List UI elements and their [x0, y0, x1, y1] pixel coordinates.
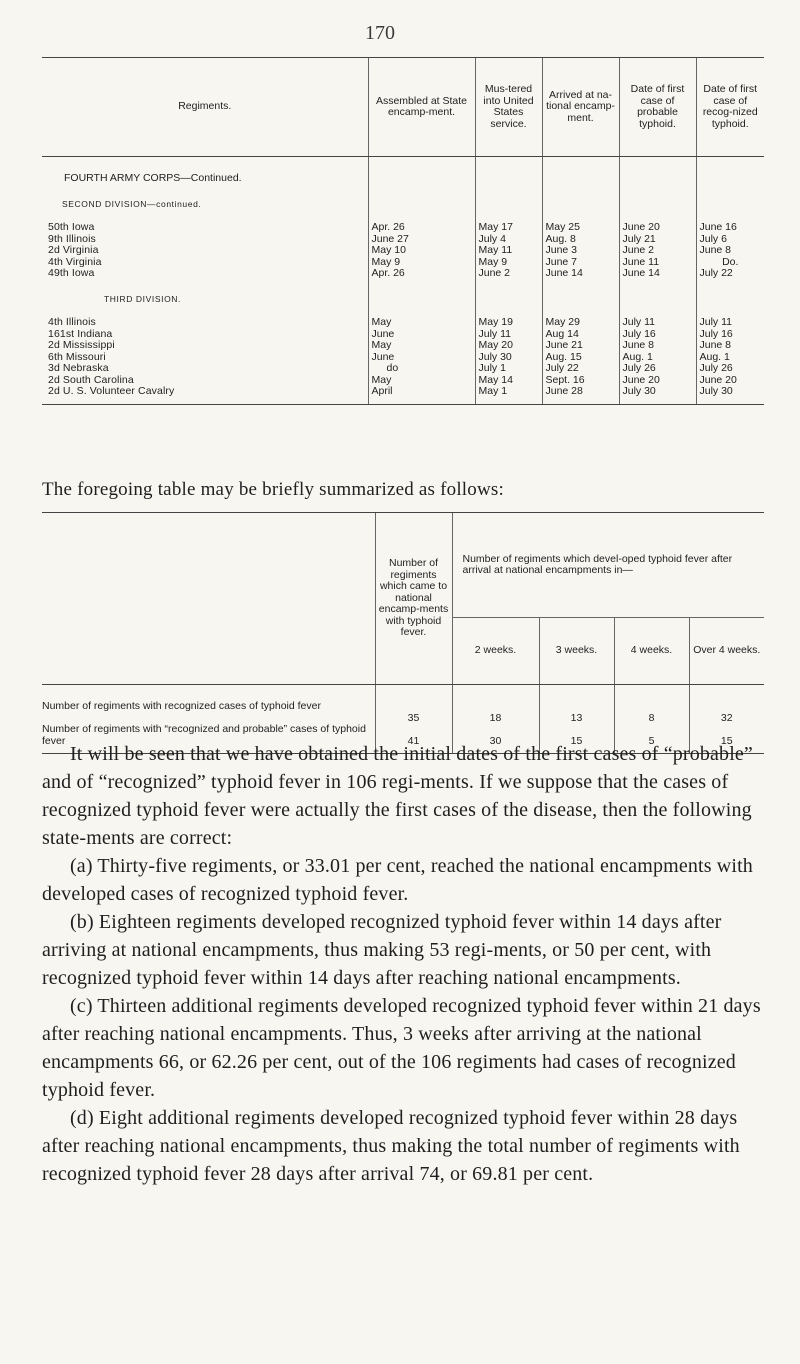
regiment-name: 6th Missouri	[48, 351, 106, 363]
arrived-date: Aug 14	[542, 329, 619, 341]
assembled-date: June	[368, 352, 475, 364]
recognized-date: Aug. 1	[696, 352, 764, 364]
recognized-date: July 6	[696, 234, 764, 246]
regiment-name: 2d Virginia	[48, 245, 99, 256]
page-number: 170	[365, 22, 395, 44]
arrived-date: Aug. 8	[542, 234, 619, 246]
assembled-date: Apr. 26	[368, 210, 475, 234]
assembled-date: May 9	[368, 257, 475, 269]
col-header-assembled: Assembled at State encamp-ment.	[368, 58, 475, 157]
regiments-dates-table	[42, 57, 764, 405]
summary-value: 8	[614, 685, 689, 725]
section-title: FOURTH ARMY CORPS—Continued.	[64, 172, 242, 184]
probable-date: June 8	[619, 340, 696, 352]
arrived-date: June 28	[542, 386, 619, 404]
division-title: THIRD DIVISION.	[104, 293, 182, 304]
probable-date: July 30	[619, 386, 696, 404]
table-row	[42, 305, 764, 329]
recognized-date: July 22	[696, 268, 764, 280]
paragraph-c: (c) Thirteen additional regiments developed recognized typhoid fever within 21 days after reaching national encampments. Thus, 3 weeks after arriving at the national encampments 66, or 62.26 per cent, out of the 106 regiments had cases of recognized typhoid fever.	[42, 995, 761, 1101]
regiment-name: 49th Iowa	[48, 268, 95, 279]
probable-date: June 11	[619, 257, 696, 269]
arrived-date: May 29	[542, 305, 619, 329]
paragraph-intro: It will be seen that we have obtained the initial dates of the first cases of “probable” and of “recognized” typhoid fever in 106 regi-ments. If we suppose that the cases of recognized typhoid fever were actually the first cases of the disease, then the following state-ments are correct:	[42, 743, 753, 849]
recognized-date: Do.	[696, 257, 764, 269]
table-row	[42, 352, 764, 364]
regiment-name: 9th Illinois	[48, 233, 96, 245]
recognized-date: July 26	[696, 363, 764, 375]
assembled-date: May	[368, 375, 475, 387]
table-row	[42, 257, 764, 269]
arrived-date: June 14	[542, 268, 619, 280]
mustered-date: May 1	[475, 386, 542, 404]
assembled-date: Apr. 26	[368, 268, 475, 280]
summary-value: 5	[614, 724, 689, 754]
arrived-date: June 7	[542, 257, 619, 269]
summary-value: 18	[452, 685, 539, 725]
mustered-date: May 20	[475, 340, 542, 352]
table-row	[42, 386, 764, 404]
arrived-date: Sept. 16	[542, 375, 619, 387]
probable-date: July 21	[619, 234, 696, 246]
mustered-date: July 4	[475, 234, 542, 246]
table-row	[42, 234, 764, 246]
division-title: SECOND DIVISION—continued.	[62, 198, 202, 209]
probable-date: Aug. 1	[619, 352, 696, 364]
recognized-date: June 16	[696, 210, 764, 234]
summary-heading: The foregoing table may be briefly summarized as follows:	[42, 479, 504, 500]
table-row	[42, 268, 764, 280]
assembled-date: May	[368, 340, 475, 352]
summary-value: 30	[452, 724, 539, 754]
summary-value: 13	[539, 685, 614, 725]
arrived-date: July 22	[542, 363, 619, 375]
regiment-name: 4th Virginia	[48, 256, 102, 268]
recognized-date: June 8	[696, 245, 764, 257]
paragraph-b: (b) Eighteen regiments developed recognized typhoid fever within 14 days after arriving at national encampments, thus making 53 regi-ments, or 50 per cent, with recognized typhoid fever within 14 days after reaching national encampments.	[42, 911, 722, 989]
summary-value: 15	[539, 724, 614, 754]
assembled-date: June	[368, 329, 475, 341]
summary-value: 15	[689, 724, 764, 754]
division-row	[42, 280, 764, 306]
period-header: 2 weeks.	[452, 618, 539, 685]
period-header: Over 4 weeks.	[689, 618, 764, 685]
assembled-date: May	[368, 305, 475, 329]
recognized-date: June 20	[696, 375, 764, 387]
assembled-date: May 10	[368, 245, 475, 257]
table-row	[42, 375, 764, 387]
recognized-date: June 8	[696, 340, 764, 352]
paragraph-d: (d) Eight additional regiments developed recognized typhoid fever within 28 days after reaching national encampments, thus making the total number of regiments with recognized typhoid fever 28 days after arrival 74, or 69.81 per cent.	[42, 1107, 740, 1185]
table1-header-row	[42, 58, 764, 157]
mustered-date: May 19	[475, 305, 542, 329]
paragraph-a: (a) Thirty-five regiments, or 33.01 per cent, reached the national encampments with developed cases of recognized typhoid fever.	[42, 855, 753, 905]
table-row	[42, 245, 764, 257]
mustered-date: May 9	[475, 257, 542, 269]
arrived-date: June 3	[542, 245, 619, 257]
summary-row-label: Number of regiments with recognized cases of typhoid fever	[42, 700, 321, 712]
table-row	[42, 363, 764, 375]
arrived-date: Aug. 15	[542, 352, 619, 364]
mustered-date: May 11	[475, 245, 542, 257]
period-header: 4 weeks.	[614, 618, 689, 685]
summary-row-label: Number of regiments with “recognized and probable” cases of typhoid fever	[42, 724, 375, 754]
period-header: 3 weeks.	[539, 618, 614, 685]
assembled-date: June 27	[368, 234, 475, 246]
summary-stub-header	[42, 513, 375, 685]
mustered-date: May 17	[475, 210, 542, 234]
body-text	[42, 740, 770, 1188]
assembled-date: do	[368, 363, 475, 375]
summary-value: 32	[689, 685, 764, 725]
arrived-date: May 25	[542, 210, 619, 234]
probable-date: July 11	[619, 305, 696, 329]
table-row	[42, 340, 764, 352]
regiment-name: 2d South Carolina	[48, 374, 134, 386]
table-row	[42, 329, 764, 341]
probable-date: July 26	[619, 363, 696, 375]
table-row	[42, 685, 764, 725]
recognized-date: July 11	[696, 305, 764, 329]
mustered-date: July 1	[475, 363, 542, 375]
arrived-date: June 21	[542, 340, 619, 352]
section-row	[42, 157, 764, 185]
regiment-name: 50th Iowa	[48, 221, 95, 233]
summary-table	[42, 512, 764, 754]
division-row	[42, 185, 764, 211]
mustered-date: May 14	[475, 375, 542, 387]
mustered-date: July 30	[475, 352, 542, 364]
mustered-date: June 2	[475, 268, 542, 280]
probable-date: June 2	[619, 245, 696, 257]
summary-value: 41	[375, 724, 452, 754]
assembled-date: April	[368, 386, 475, 404]
regiment-name: 2d U. S. Volunteer Cavalry	[42, 386, 368, 404]
col-header-regiments: Regiments.	[42, 58, 368, 157]
col-header-mustered: Mus-tered into United States service.	[475, 58, 542, 157]
col-header-recognized: Date of first case of recog-nized typhoid.	[696, 58, 764, 157]
regiment-name: 4th Illinois	[48, 316, 96, 328]
count-header: Number of regiments which came to national encamp-ments with typhoid fever.	[375, 513, 452, 685]
table-row	[42, 210, 764, 234]
col-header-arrived: Arrived at na-tional encamp-ment.	[542, 58, 619, 157]
recognized-date: July 30	[696, 386, 764, 404]
probable-date: June 20	[619, 375, 696, 387]
probable-date: June 14	[619, 268, 696, 280]
col-header-probable: Date of first case of probable typhoid.	[619, 58, 696, 157]
mustered-date: July 11	[475, 329, 542, 341]
summary-value: 35	[375, 685, 452, 725]
probable-date: June 20	[619, 210, 696, 234]
regiment-name: 3d Nebraska	[48, 363, 109, 374]
recognized-date: July 16	[696, 329, 764, 341]
probable-date: July 16	[619, 329, 696, 341]
regiment-name: 2d Mississippi	[48, 340, 115, 351]
group-header: Number of regiments which devel-oped typhoid fever after arrival at national encampments in—	[452, 513, 764, 618]
regiment-name: 161st Indiana	[48, 328, 113, 340]
